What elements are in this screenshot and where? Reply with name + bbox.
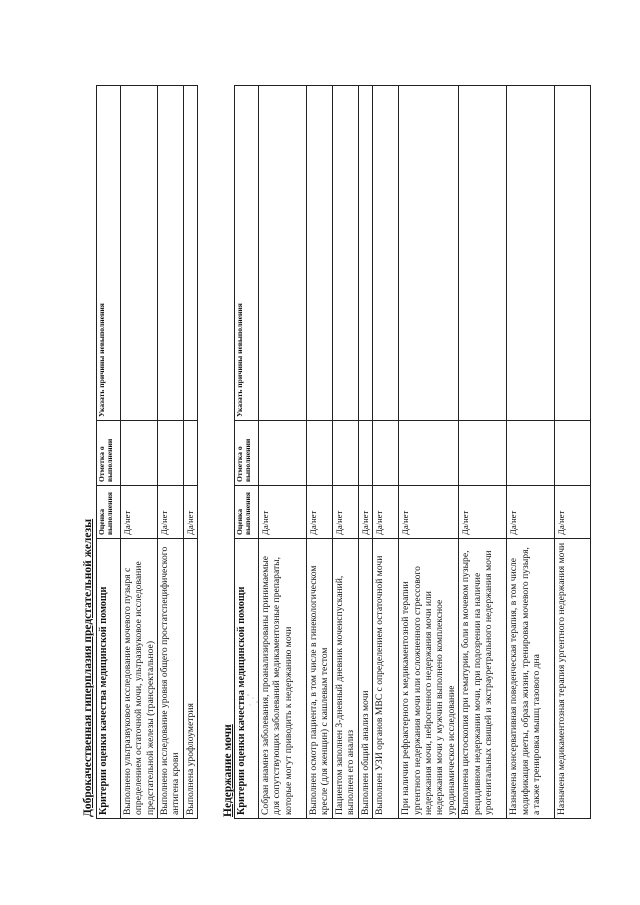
table-row <box>121 86 158 819</box>
table-row <box>507 86 555 819</box>
criterion-cell: При наличии рефрактерного к медикаментозной терапии ургентного недержания мочи или осложненного стрессового недержания мочи, нейрогенного недержания мочи или недержания мочи у мужчин выполнено комплексное уродинамическое исследование <box>399 539 459 819</box>
value-cell: Да/нет <box>459 486 507 539</box>
value-cell: Да/нет <box>507 486 555 539</box>
criterion-cell: Выполнен УЗИ органов МВС с определением остаточной мочи <box>373 539 399 819</box>
header-value: Оценка выполнения <box>235 486 259 539</box>
value-cell: Да/нет <box>399 486 459 539</box>
reason-cell[interactable] <box>373 86 399 421</box>
header-criteria: Критерии оценки качества медицинской помощи <box>235 539 259 819</box>
table-row <box>555 86 591 819</box>
mark-cell[interactable] <box>121 421 158 486</box>
criterion-cell: Пациентом заполнен 3-дневный дневник мочеиспусканий, выполнен его анализ <box>333 539 359 819</box>
table-row <box>259 86 307 819</box>
section2-title: Недержание мочи <box>222 724 234 817</box>
table-row <box>307 86 333 819</box>
table-row <box>183 86 197 819</box>
value-cell: Да/нет <box>121 486 158 539</box>
mark-cell[interactable] <box>555 421 591 486</box>
reason-cell[interactable] <box>183 86 197 421</box>
table-row <box>359 86 373 819</box>
reason-cell[interactable] <box>333 86 359 421</box>
scan-artifact <box>244 690 262 710</box>
table-row <box>459 86 507 819</box>
criterion-cell: Выполнен общий анализ мочи <box>359 539 373 819</box>
value-cell: Да/нет <box>333 486 359 539</box>
value-cell: Да/нет <box>359 486 373 539</box>
mark-cell[interactable] <box>307 421 333 486</box>
mark-cell[interactable] <box>507 421 555 486</box>
table-row <box>373 86 399 819</box>
criterion-cell: Выполнена цистоскопия при гематурии, боли в мочевом пузыре, рецидивном недержании мочи, при подозрении на наличие урогенитальных свищей и экстрауретрального недержания мочи <box>459 539 507 819</box>
reason-cell[interactable] <box>507 86 555 421</box>
criterion-cell: Назначена консервативная поведенческая терапия, в том числе модификация диеты, образа жизни, тренировка мочевого пузыря, а также тренировка мышц тазового дна <box>507 539 555 819</box>
mark-cell[interactable] <box>259 421 307 486</box>
table-row <box>157 86 183 819</box>
table-row <box>399 86 459 819</box>
mark-cell[interactable] <box>333 421 359 486</box>
mark-cell[interactable] <box>157 421 183 486</box>
value-cell: Да/нет <box>373 486 399 539</box>
criterion-cell: Назначена медикаментозная терапия ургентного недержания мочи <box>555 539 591 819</box>
mark-cell[interactable] <box>183 421 197 486</box>
section2-table <box>234 85 591 819</box>
section1-table <box>96 85 198 819</box>
reason-cell[interactable] <box>259 86 307 421</box>
reason-cell[interactable] <box>157 86 183 421</box>
criterion-cell: Выполнено ультразвуковое исследование мочевого пузыря с определением остаточной мочи, ультразвуковое исследование предстательной железы (трансректальное) <box>121 539 158 819</box>
criterion-cell: Выполнен осмотр пациента, в том числе в гинекологическом кресле (для женщин) с кашлевым тестом <box>307 539 333 819</box>
header-value: Оценка выполнения <box>97 486 121 539</box>
section1-title: Доброкачественная гиперплазия предстательной железы <box>82 518 94 817</box>
value-cell: Да/нет <box>183 486 197 539</box>
reason-cell[interactable] <box>359 86 373 421</box>
criterion-cell: Выполнено исследование уровня общего простатспецифического антигена крови <box>157 539 183 819</box>
value-cell: Да/нет <box>157 486 183 539</box>
reason-cell[interactable] <box>459 86 507 421</box>
reason-cell[interactable] <box>555 86 591 421</box>
criterion-cell: Собран анамнез заболевания, проанализированы принимаемые для сопутствующих заболеваний медикаментозные препараты, которые могут приводить к недержанию мочи <box>259 539 307 819</box>
header-reason: Указать причины невыполнения <box>97 86 121 421</box>
mark-cell[interactable] <box>373 421 399 486</box>
reason-cell[interactable] <box>307 86 333 421</box>
reason-cell[interactable] <box>399 86 459 421</box>
reason-cell[interactable] <box>121 86 158 421</box>
value-cell: Да/нет <box>307 486 333 539</box>
value-cell: Да/нет <box>259 486 307 539</box>
header-reason: Указать причины невыполнения <box>235 86 259 421</box>
header-criteria: Критерии оценки качества медицинской помощи <box>97 539 121 819</box>
value-cell: Да/нет <box>555 486 591 539</box>
table-row <box>333 86 359 819</box>
table-header-row <box>97 86 121 819</box>
mark-cell[interactable] <box>399 421 459 486</box>
header-mark: Отметка о выполнении <box>235 421 259 486</box>
mark-cell[interactable] <box>459 421 507 486</box>
header-mark: Отметка о выполнении <box>97 421 121 486</box>
mark-cell[interactable] <box>359 421 373 486</box>
criterion-cell: Выполнена урофлоуметрия <box>183 539 197 819</box>
